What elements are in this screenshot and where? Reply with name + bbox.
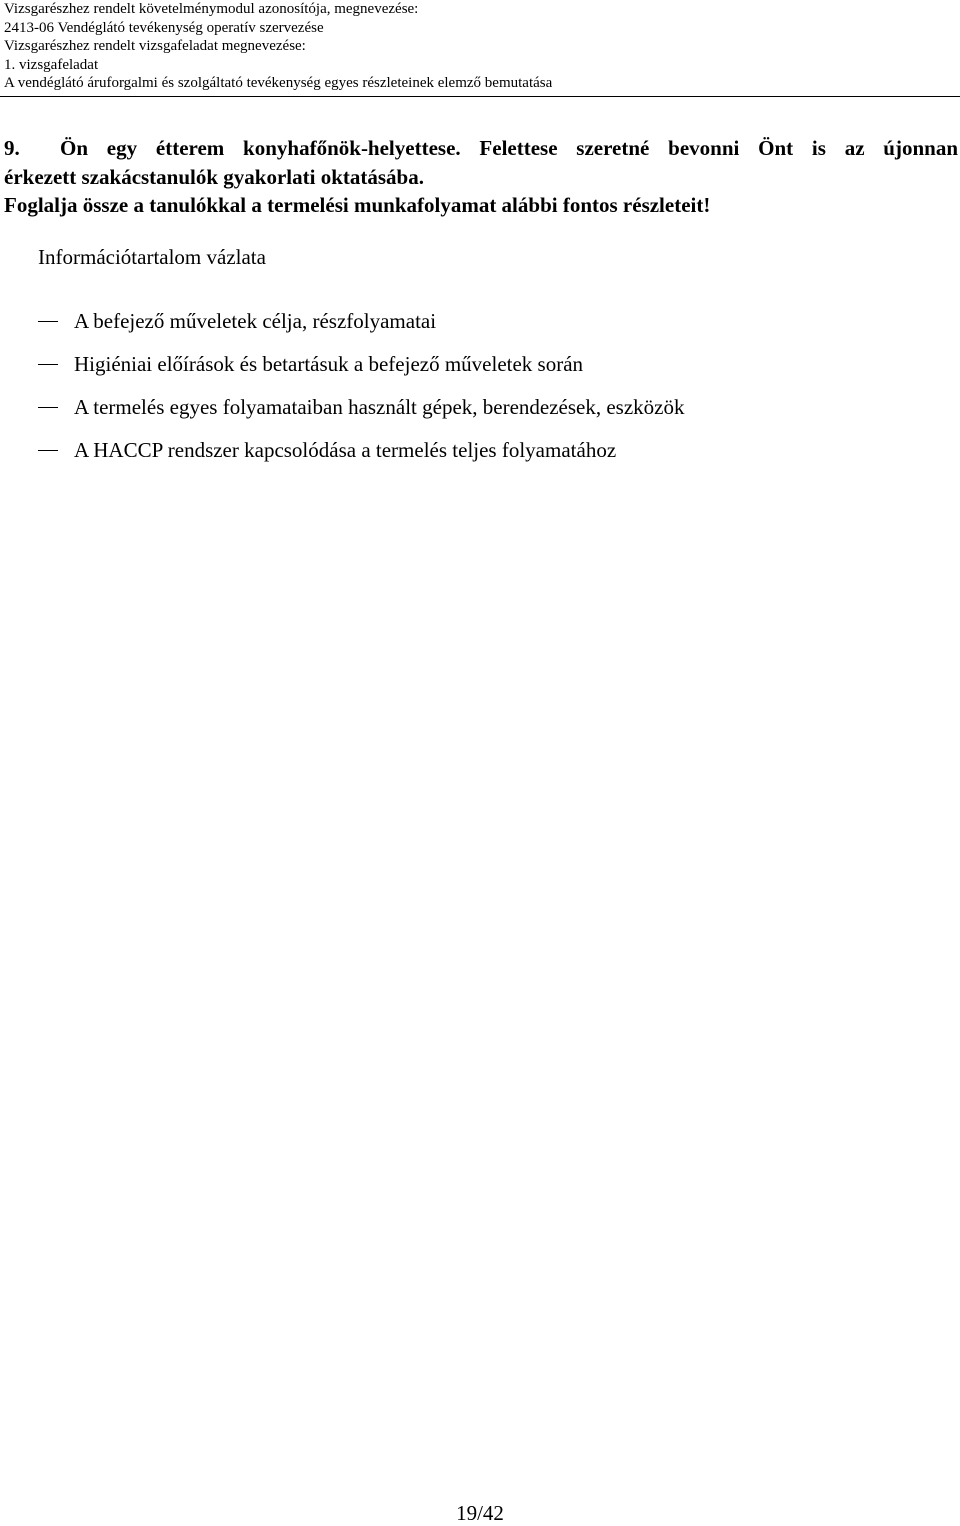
header-module-label: Vizsgarészhez rendelt követelménymodul azonosítója, megnevezése: bbox=[4, 1, 419, 17]
task-statement bbox=[4, 134, 958, 220]
list-item bbox=[38, 386, 938, 429]
info-outline-list bbox=[38, 300, 938, 472]
page-header bbox=[4, 0, 944, 93]
header-task-name: A vendéglátó áruforgalmi és szolgáltató tevékenység egyes részleteinek elemző bemutatása bbox=[4, 75, 553, 92]
header-divider bbox=[0, 96, 960, 97]
dash-bullet-icon bbox=[38, 364, 58, 366]
header-task-number: 1. vizsgafeladat bbox=[4, 56, 99, 73]
header-module-name: 2413-06 Vendéglátó tevékenység operatív szervezése bbox=[4, 19, 324, 36]
list-item-text: Higiéniai előírások és betartásuk a befejező műveletek során bbox=[74, 352, 584, 376]
list-item-text: A befejező műveletek célja, részfolyamatai bbox=[74, 309, 437, 333]
list-item-text: A HACCP rendszer kapcsolódása a termelés teljes folyamatához bbox=[74, 438, 617, 462]
list-item bbox=[38, 429, 938, 472]
dash-bullet-icon bbox=[38, 321, 58, 323]
list-item bbox=[38, 300, 938, 343]
page-number: 19/42 bbox=[456, 1501, 504, 1525]
header-task-label: Vizsgarészhez rendelt vizsgafeladat megnevezése: bbox=[4, 38, 306, 55]
task-number: 9. bbox=[4, 136, 20, 160]
dash-bullet-icon bbox=[38, 407, 58, 409]
list-item bbox=[38, 343, 938, 386]
info-outline-title: Információtartalom vázlata bbox=[38, 245, 266, 269]
list-item-text: A termelés egyes folyamataiban használt gépek, berendezések, eszközök bbox=[74, 395, 685, 419]
task-line-2: érkezett szakácstanulók gyakorlati oktatásába. bbox=[4, 164, 424, 189]
dash-bullet-icon bbox=[38, 450, 58, 452]
task-line-3: Foglalja össze a tanulókkal a termelési munkafolyamat alábbi fontos részleteit! bbox=[4, 193, 711, 217]
task-line-1: Ön egy étterem konyhafőnök-helyettese. Felettese szeretné bevonni Önt is az újonnan bbox=[60, 136, 958, 160]
